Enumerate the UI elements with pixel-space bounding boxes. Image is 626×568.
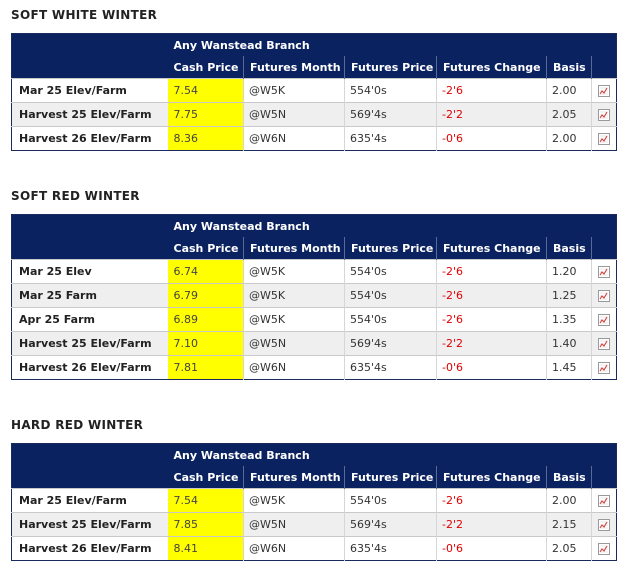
section-title: SOFT WHITE WINTER [11,8,158,22]
cash-price-cell: 6.89 [168,308,244,332]
cash-price-cell: 7.81 [168,356,244,380]
futures-change-cell: -2'6 [437,260,547,284]
futures-change-cell: -2'2 [437,513,547,537]
location-cell: Mar 25 Elev [12,260,168,284]
header-blank [12,237,168,260]
basis-cell: 2.00 [547,79,592,103]
futures-change-cell: -0'6 [437,356,547,380]
futures-price-cell: 554'0s [345,308,437,332]
basis-cell: 1.35 [547,308,592,332]
futures-month-cell: @W5K [244,489,345,513]
chart-icon[interactable] [598,543,610,555]
col-header-futures-month: Futures Month [244,466,345,489]
cash-price-cell: 7.75 [168,103,244,127]
chart-icon[interactable] [598,314,610,326]
table-row [12,284,617,308]
col-header-futures-change: Futures Change [437,466,547,489]
cash-price-cell: 6.74 [168,260,244,284]
col-header-futures-change: Futures Change [437,56,547,79]
basis-cell: 2.15 [547,513,592,537]
basis-cell: 1.20 [547,260,592,284]
chart-icon[interactable] [598,519,610,531]
location-cell: Apr 25 Farm [12,308,168,332]
chart-link[interactable] [592,489,617,513]
cash-price-cell: 7.54 [168,489,244,513]
col-header-futures-change: Futures Change [437,237,547,260]
branch-header: Any Wanstead Branch [168,34,617,57]
col-header-basis: Basis [547,237,592,260]
header-blank [12,215,168,238]
section-soft-red-winter [11,189,616,384]
header-blank [12,34,168,57]
header-blank [12,444,168,467]
chart-icon[interactable] [598,495,610,507]
location-cell: Harvest 26 Elev/Farm [12,537,168,561]
cash-price-cell: 8.41 [168,537,244,561]
futures-month-cell: @W5K [244,79,345,103]
col-header-futures-price: Futures Price [345,466,437,489]
col-header-basis: Basis [547,466,592,489]
futures-month-cell: @W5N [244,332,345,356]
header-blank [592,237,617,260]
basis-cell: 2.05 [547,537,592,561]
futures-price-cell: 569'4s [345,103,437,127]
table-row [12,308,617,332]
basis-cell: 1.25 [547,284,592,308]
header-blank [12,56,168,79]
chart-link[interactable] [592,308,617,332]
chart-icon[interactable] [598,109,610,121]
chart-icon[interactable] [598,338,610,350]
chart-link[interactable] [592,537,617,561]
futures-price-cell: 554'0s [345,260,437,284]
col-header-basis: Basis [547,56,592,79]
location-cell: Mar 25 Elev/Farm [12,79,168,103]
col-header-futures-price: Futures Price [345,56,437,79]
table-row [12,103,617,127]
futures-price-cell: 635'4s [345,537,437,561]
futures-month-cell: @W5N [244,513,345,537]
futures-change-cell: -2'6 [437,489,547,513]
futures-change-cell: -2'2 [437,332,547,356]
futures-change-cell: -2'6 [437,308,547,332]
location-cell: Mar 25 Elev/Farm [12,489,168,513]
cash-price-cell: 8.36 [168,127,244,151]
futures-month-cell: @W5N [244,103,345,127]
col-header-cash-price: Cash Price [168,237,244,260]
table-row [12,79,617,103]
location-cell: Harvest 25 Elev/Farm [12,103,168,127]
chart-link[interactable] [592,513,617,537]
bids-table [11,214,617,380]
futures-change-cell: -2'6 [437,284,547,308]
cash-price-cell: 7.10 [168,332,244,356]
table-row [12,356,617,380]
bids-table [11,33,617,151]
basis-cell: 2.05 [547,103,592,127]
table-row [12,489,617,513]
futures-change-cell: -0'6 [437,127,547,151]
futures-month-cell: @W6N [244,127,345,151]
col-header-cash-price: Cash Price [168,466,244,489]
location-cell: Mar 25 Farm [12,284,168,308]
location-cell: Harvest 25 Elev/Farm [12,513,168,537]
cash-price-cell: 7.85 [168,513,244,537]
futures-month-cell: @W5K [244,260,345,284]
bids-table [11,443,617,561]
futures-price-cell: 554'0s [345,284,437,308]
table-row [12,260,617,284]
table-row [12,537,617,561]
header-blank [592,56,617,79]
futures-price-cell: 554'0s [345,489,437,513]
branch-header: Any Wanstead Branch [168,215,617,238]
header-blank [592,466,617,489]
basis-cell: 2.00 [547,489,592,513]
col-header-futures-price: Futures Price [345,237,437,260]
futures-price-cell: 569'4s [345,332,437,356]
futures-month-cell: @W5K [244,308,345,332]
chart-link[interactable] [592,260,617,284]
chart-icon[interactable] [598,362,610,374]
futures-month-cell: @W5K [244,284,345,308]
cash-price-cell: 6.79 [168,284,244,308]
table-row [12,332,617,356]
chart-link[interactable] [592,127,617,151]
futures-change-cell: -2'6 [437,79,547,103]
chart-icon[interactable] [598,133,610,145]
futures-price-cell: 569'4s [345,513,437,537]
branch-header: Any Wanstead Branch [168,444,617,467]
chart-link[interactable] [592,332,617,356]
basis-cell: 1.45 [547,356,592,380]
section-title: HARD RED WINTER [11,418,144,432]
section-hard-red-winter [11,418,616,563]
cash-price-cell: 7.54 [168,79,244,103]
table-row [12,513,617,537]
location-cell: Harvest 25 Elev/Farm [12,332,168,356]
chart-link[interactable] [592,79,617,103]
location-cell: Harvest 26 Elev/Farm [12,127,168,151]
header-blank [12,466,168,489]
chart-link[interactable] [592,284,617,308]
section-soft-white-winter [11,8,616,153]
chart-icon[interactable] [598,290,610,302]
basis-cell: 1.40 [547,332,592,356]
section-title: SOFT RED WINTER [11,189,140,203]
futures-price-cell: 635'4s [345,127,437,151]
futures-month-cell: @W6N [244,537,345,561]
col-header-futures-month: Futures Month [244,237,345,260]
chart-icon[interactable] [598,266,610,278]
futures-price-cell: 635'4s [345,356,437,380]
futures-month-cell: @W6N [244,356,345,380]
location-cell: Harvest 26 Elev/Farm [12,356,168,380]
chart-link[interactable] [592,356,617,380]
chart-link[interactable] [592,103,617,127]
futures-change-cell: -0'6 [437,537,547,561]
col-header-futures-month: Futures Month [244,56,345,79]
futures-price-cell: 554'0s [345,79,437,103]
chart-icon[interactable] [598,85,610,97]
basis-cell: 2.00 [547,127,592,151]
futures-change-cell: -2'2 [437,103,547,127]
table-row [12,127,617,151]
col-header-cash-price: Cash Price [168,56,244,79]
